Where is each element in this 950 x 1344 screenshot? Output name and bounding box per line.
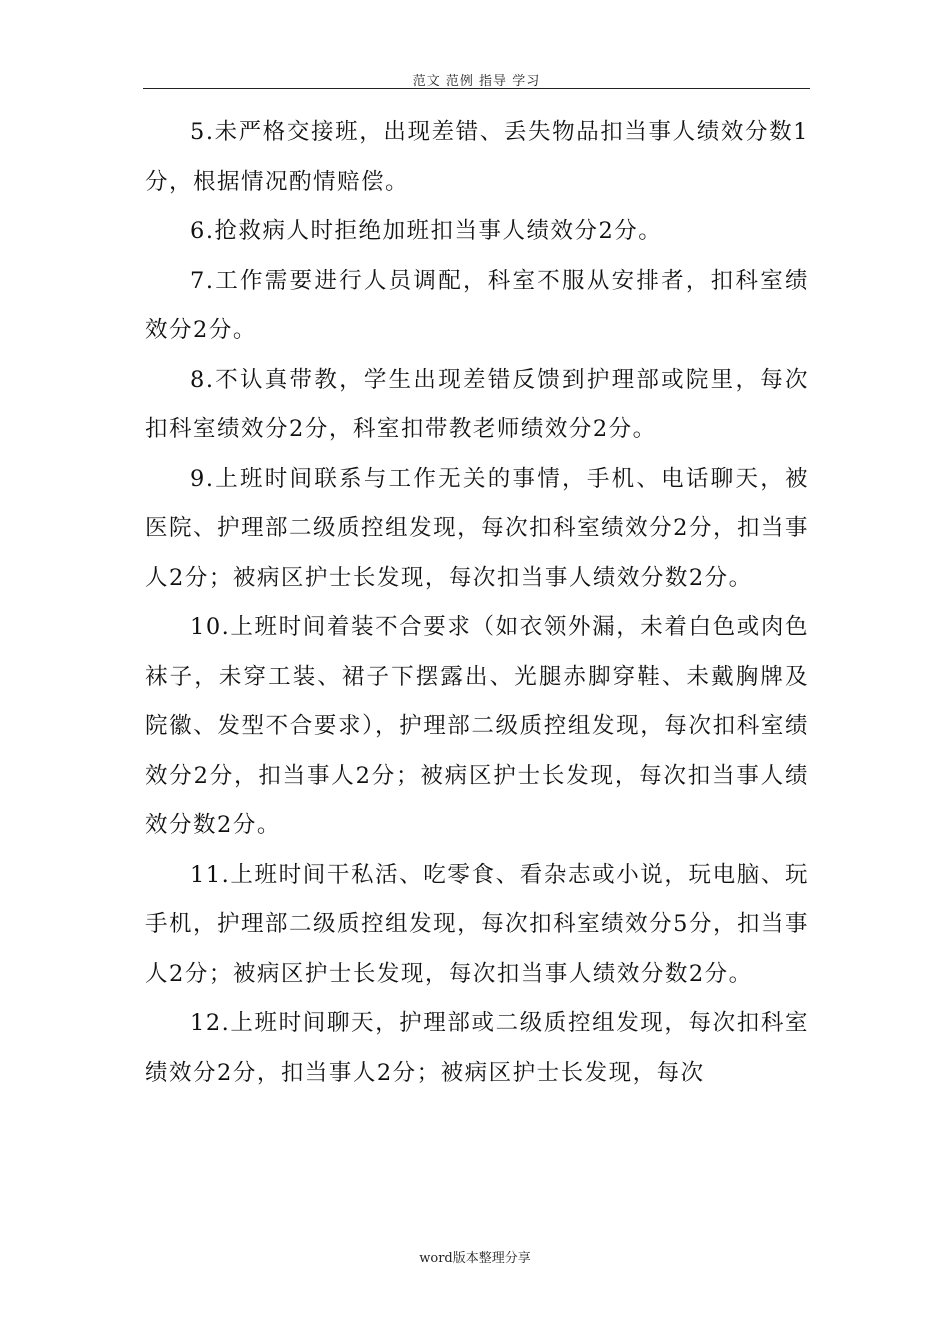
- paragraph-item-11: 11.上班时间干私活、吃零食、看杂志或小说，玩电脑、玩手机，护理部二级质控组发现，每次扣科室绩效分5分，扣当事人2分；被病区护士长发现，每次扣当事人绩效分数2分。: [145, 861, 809, 987]
- paragraph-item-8: 8.不认真带教，学生出现差错反馈到护理部或院里，每次扣科室绩效分2分，科室扣带教老师绩效分2分。: [145, 366, 809, 442]
- paragraph-item-12: 12.上班时间聊天，护理部或二级质控组发现，每次扣科室绩效分2分，扣当事人2分；被病区护士长发现，每次: [145, 1010, 809, 1086]
- paragraph-item-10: 10.上班时间着装不合要求（如衣领外漏，未着白色或肉色袜子，未穿工装、裙子下摆露出、光腿赤脚穿鞋、未戴胸牌及院徽、发型不合要求），护理部二级质控组发现，每次扣科室绩效分2分，扣当事人2分；被病区护士长发现，每次扣当事人绩效分数2分。: [145, 614, 809, 838]
- page-footer: word版本整理分享: [419, 1251, 531, 1266]
- page-header: 范文 范例 指导 学习: [412, 74, 541, 89]
- paragraph-item-7: 7.工作需要进行人员调配，科室不服从安排者，扣科室绩效分2分。: [145, 267, 809, 343]
- paragraph-item-6: 6.抢救病人时拒绝加班扣当事人绩效分2分。: [190, 218, 663, 244]
- document-body: [145, 108, 809, 1098]
- header-divider: [143, 88, 810, 89]
- paragraph-item-5: 5.未严格交接班，出现差错、丢失物品扣当事人绩效分数1分，根据情况酌情赔偿。: [145, 119, 809, 195]
- paragraph-item-9: 9.上班时间联系与工作无关的事情，手机、电话聊天，被医院、护理部二级质控组发现，每次扣科室绩效分2分，扣当事人2分；被病区护士长发现，每次扣当事人绩效分数2分。: [145, 465, 809, 591]
